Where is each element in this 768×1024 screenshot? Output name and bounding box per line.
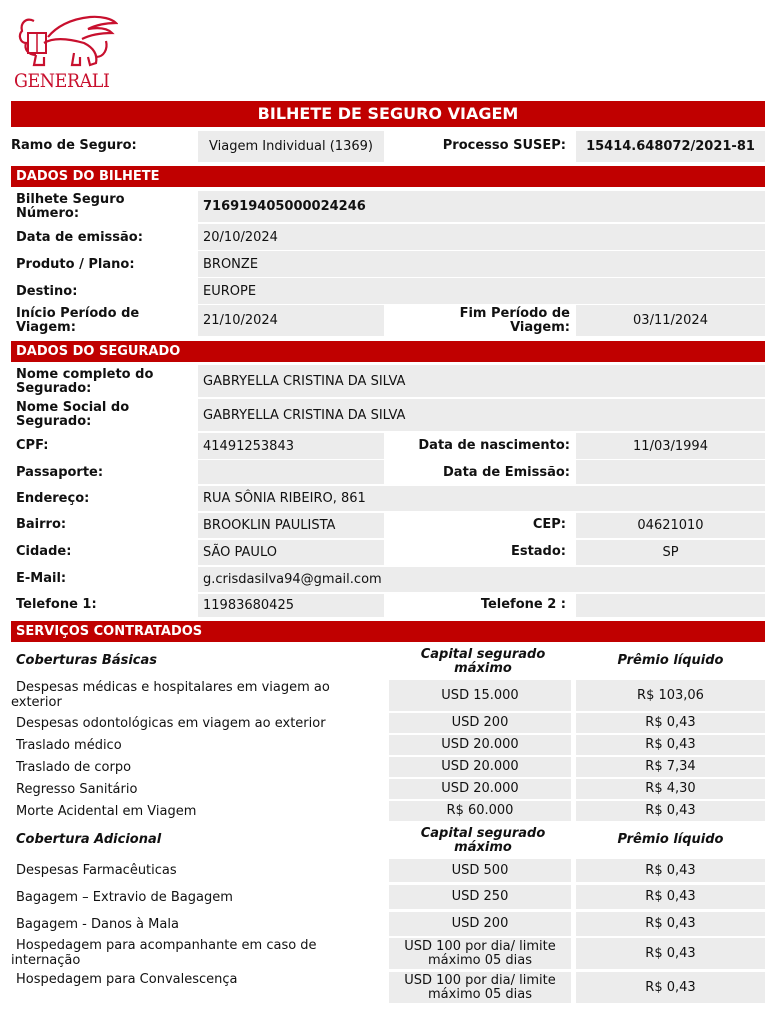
coverage-name: Hospedagem para Convalescença xyxy=(16,972,238,987)
susep-value: 15414.648072/2021-81 xyxy=(576,131,765,162)
bairro-value: BROOKLIN PAULISTA xyxy=(198,513,384,538)
coverage-capital: USD 20.000 xyxy=(389,757,571,777)
coverage-row xyxy=(11,885,765,909)
bilhete-numero-value: 716919405000024246 xyxy=(198,191,765,222)
passaporte-label: Passaporte: xyxy=(16,465,104,480)
emissao-value: 20/10/2024 xyxy=(198,224,765,250)
coverage-name: Despesas médicas e hospitalares em viagem ao exterior xyxy=(11,680,330,710)
coverage-name: Bagagem - Danos à Mala xyxy=(16,916,179,932)
data-emissao-value xyxy=(576,460,765,484)
capital-header-adicional: Capital segurado máximo xyxy=(420,826,546,855)
cpf-label: CPF: xyxy=(16,438,49,453)
coverage-premio: R$ 0,43 xyxy=(576,801,765,821)
nome-label: Nome completo do Segurado: xyxy=(16,367,154,396)
coverage-row xyxy=(11,938,765,969)
inicio-value: 21/10/2024 xyxy=(198,305,384,336)
produto-value: BRONZE xyxy=(198,251,765,277)
coverage-name: Despesas Farmacêuticas xyxy=(16,863,177,878)
coverage-capital: USD 20.000 xyxy=(389,779,571,799)
cidade-label: Cidade: xyxy=(16,544,72,559)
coverage-capital: USD 15.000 xyxy=(389,680,571,711)
coverage-premio: R$ 4,30 xyxy=(576,779,765,799)
section-segurado: DADOS DO SEGURADO xyxy=(11,341,765,362)
brand-wordmark: GENERALI xyxy=(14,70,110,92)
generali-logo xyxy=(14,13,118,93)
coverage-row xyxy=(11,859,765,882)
page-title: BILHETE DE SEGURO VIAGEM xyxy=(11,101,765,127)
nome-value: GABRYELLA CRISTINA DA SILVA xyxy=(198,365,765,397)
cep-label: CEP: xyxy=(532,517,566,532)
coverage-row xyxy=(11,801,765,821)
endereco-value: RUA SÔNIA RIBEIRO, 861 xyxy=(198,486,765,511)
coverage-name: Morte Acidental em Viagem xyxy=(16,803,197,819)
emissao-label: Data de emissão: xyxy=(16,230,143,245)
premio-header-basicas: Prêmio líquido xyxy=(617,653,724,668)
telefone1-value: 11983680425 xyxy=(198,594,384,617)
endereco-label: Endereço: xyxy=(16,491,90,506)
coverage-row xyxy=(11,757,765,777)
nascimento-value: 11/03/1994 xyxy=(576,433,765,459)
inicio-label: Início Período de Viagem: xyxy=(16,306,140,335)
coverage-premio: R$ 7,34 xyxy=(576,757,765,777)
coverage-name: Traslado de corpo xyxy=(16,759,132,775)
passaporte-value xyxy=(198,460,384,484)
coverage-capital: USD 100 por dia/ limite máximo 05 dias xyxy=(389,972,571,1003)
coverage-name: Traslado médico xyxy=(16,737,122,753)
coverage-name: Hospedagem para acompanhante em caso de internação xyxy=(11,938,317,968)
bilhete-numero-label: Bilhete Seguro Número: xyxy=(16,192,125,221)
telefone2-value xyxy=(576,594,765,617)
coverage-capital: USD 100 por dia/ limite máximo 05 dias xyxy=(389,938,571,969)
coverage-capital: USD 200 xyxy=(389,713,571,733)
fim-label: Fim Período de Viagem: xyxy=(459,306,570,335)
coverage-premio: R$ 0,43 xyxy=(576,885,765,909)
cep-value: 04621010 xyxy=(576,513,765,538)
telefone2-label: Telefone 2 : xyxy=(480,597,566,612)
coverage-row xyxy=(11,972,765,1003)
coberturas-basicas-title: Coberturas Básicas xyxy=(16,653,158,668)
coverage-name: Bagagem – Extravio de Bagagem xyxy=(16,889,233,905)
email-label: E-Mail: xyxy=(16,571,67,586)
nome-social-label: Nome Social do Segurado: xyxy=(16,400,130,429)
coverage-row xyxy=(11,912,765,936)
estado-value: SP xyxy=(576,540,765,565)
coverage-capital: R$ 60.000 xyxy=(389,801,571,821)
capital-header-basicas: Capital segurado máximo xyxy=(420,647,546,676)
susep-label: Processo SUSEP: xyxy=(442,138,566,153)
section-bilhete: DADOS DO BILHETE xyxy=(11,166,765,187)
coverage-row xyxy=(11,680,765,711)
coverage-capital: USD 250 xyxy=(389,885,571,909)
estado-label: Estado: xyxy=(510,544,566,559)
cobertura-adicional-title: Cobertura Adicional xyxy=(16,832,162,847)
destino-label: Destino: xyxy=(16,284,78,299)
coverage-premio: R$ 0,43 xyxy=(576,713,765,733)
coverage-name: Despesas odontológicas em viagem ao exterior xyxy=(16,715,326,731)
premio-header-adicional: Prêmio líquido xyxy=(617,832,724,847)
produto-label: Produto / Plano: xyxy=(16,257,135,272)
telefone1-label: Telefone 1: xyxy=(16,597,97,612)
lion-icon xyxy=(14,13,118,71)
cidade-value: SÃO PAULO xyxy=(198,540,384,565)
coverage-premio: R$ 0,43 xyxy=(576,938,765,969)
coverage-premio: R$ 0,43 xyxy=(576,859,765,882)
coverage-premio: R$ 103,06 xyxy=(576,680,765,711)
ramo-label: Ramo de Seguro: xyxy=(11,138,137,153)
bairro-label: Bairro: xyxy=(16,517,67,532)
fim-value: 03/11/2024 xyxy=(576,305,765,336)
data-emissao-label: Data de Emissão: xyxy=(443,465,570,480)
section-servicos: SERVIÇOS CONTRATADOS xyxy=(11,621,765,642)
email-value: g.crisdasilva94@gmail.com xyxy=(198,567,765,592)
cpf-value: 41491253843 xyxy=(198,433,384,459)
coverage-name: Regresso Sanitário xyxy=(16,781,138,797)
coverage-capital: USD 500 xyxy=(389,859,571,882)
nascimento-label: Data de nascimento: xyxy=(418,438,570,453)
coverage-premio: R$ 0,43 xyxy=(576,735,765,755)
coverage-premio: R$ 0,43 xyxy=(576,972,765,1003)
ramo-value: Viagem Individual (1369) xyxy=(198,131,384,162)
coverage-row xyxy=(11,713,765,733)
coverage-row xyxy=(11,779,765,799)
coverage-premio: R$ 0,43 xyxy=(576,912,765,936)
coverage-row xyxy=(11,735,765,755)
coverage-capital: USD 20.000 xyxy=(389,735,571,755)
nome-social-value: GABRYELLA CRISTINA DA SILVA xyxy=(198,399,765,431)
destino-value: EUROPE xyxy=(198,278,765,304)
coverage-capital: USD 200 xyxy=(389,912,571,936)
